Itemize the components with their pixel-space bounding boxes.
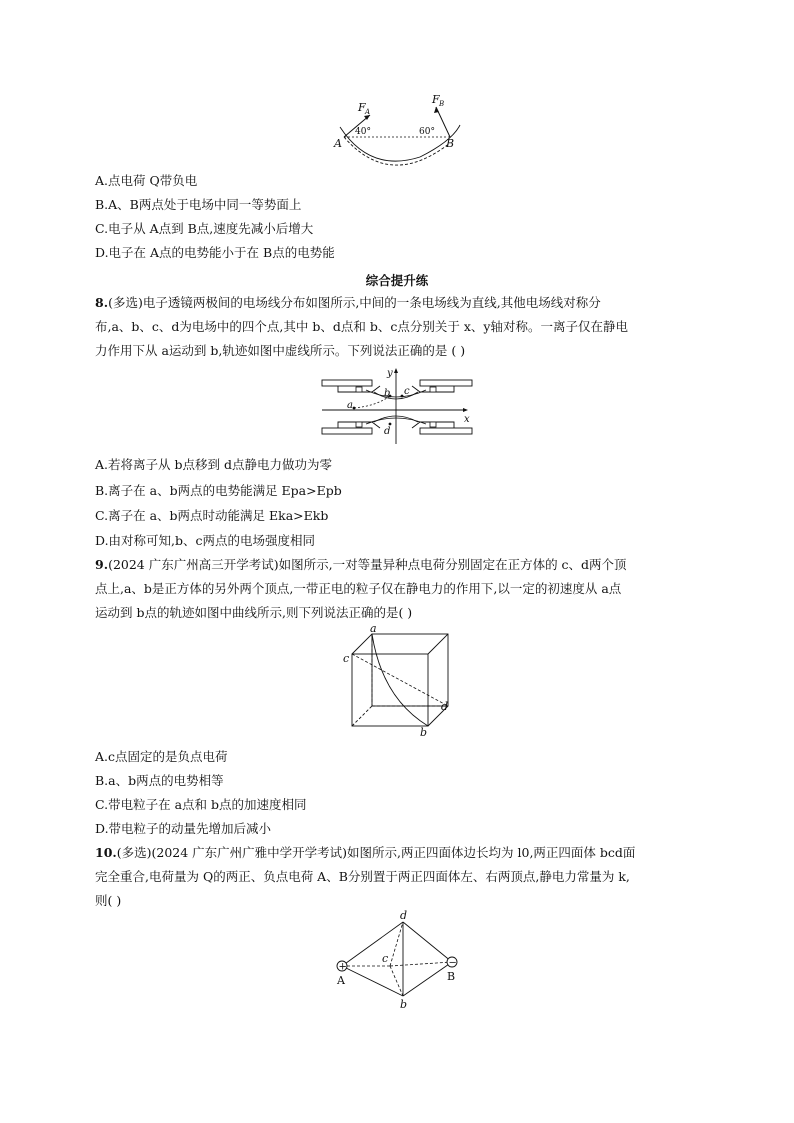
q7-label-FB-sub: B	[439, 100, 445, 108]
q10-stem-line-3: 则( )	[95, 893, 122, 908]
q10-charge-A-sign: +	[338, 961, 347, 973]
q10-stem-text-1: (多选)(2024 广东广州广雅中学开学考试)如图所示,两正四面体边长均为 l0,两正四面体 bcd面	[116, 845, 636, 860]
q7-option-c: C.电子从 A点到 B点,速度先减小后增大	[95, 221, 314, 236]
q9-figure	[340, 622, 460, 740]
q8-plate-bottom-right	[420, 428, 472, 434]
q10-edge-c-b	[390, 966, 403, 996]
q8-point-a	[353, 407, 356, 410]
q10-stem-line-1	[95, 845, 635, 861]
q7-option-d: D.电子在 A点的电势能小于在 B点的电势能	[95, 245, 335, 260]
q8-electrode-tl	[356, 387, 362, 392]
q8-y-axis-arrow	[394, 368, 398, 373]
q8-electrode-bl	[356, 422, 362, 427]
q9-label-a: a	[370, 622, 377, 635]
q8-label-d: d	[384, 426, 391, 437]
q9-stem-line-3: 运动到 b点的轨迹如图中曲线所示,则下列说法正确的是( )	[95, 605, 413, 620]
q9-number: 9.	[95, 557, 109, 572]
q8-point-c	[401, 395, 404, 398]
q8-x-axis-arrow	[463, 408, 468, 412]
q10-number: 10.	[95, 845, 117, 860]
q7-label-FB: F	[432, 93, 440, 106]
q8-plate-bottom-left	[322, 428, 372, 434]
q10-edge-B-b	[403, 962, 452, 996]
q9-option-b: B.a、b两点的电势相等	[95, 773, 224, 788]
q8-label-x: x	[464, 414, 470, 425]
q7-label-FA: F	[358, 101, 366, 114]
q10-label-B: B	[447, 970, 456, 983]
q7-label-A: A	[334, 137, 342, 150]
q10-edge-B-d	[403, 922, 452, 962]
q8-stem-line-3: 力作用下从 a运动到 b,轨迹如图中虚线所示。下列说法正确的是 ( )	[95, 343, 466, 358]
q9-label-d: d	[441, 700, 449, 713]
q9-label-c: c	[343, 652, 350, 665]
q9-label-b: b	[420, 726, 428, 739]
q9-stem-line-1	[95, 557, 627, 573]
q8-plate-top-left	[322, 380, 372, 386]
q9-diag-c-d	[352, 654, 448, 706]
q7-option-a: A.点电荷 Q带负电	[95, 173, 198, 188]
q9-option-c: C.带电粒子在 a点和 b点的加速度相同	[95, 797, 307, 812]
q9-edge-tl	[352, 634, 372, 654]
q8-electrode-br	[430, 422, 436, 427]
q8-stem-line-1	[95, 295, 601, 311]
q7-label-FA-sub: A	[365, 108, 371, 116]
q10-label-c: c	[382, 952, 389, 965]
q10-label-d: d	[400, 909, 408, 922]
q9-option-a: A.c点固定的是负点电荷	[95, 749, 228, 764]
q8-figure	[318, 366, 478, 446]
q10-stem-line-2: 完全重合,电荷量为 Q的两正、负点电荷 A、B分别置于两正四面体左、右两顶点,静电力常量为 k,	[95, 869, 630, 884]
q7-trajectory-upper	[340, 127, 420, 161]
q10-edge-A-d	[342, 922, 403, 966]
q8-stem-text-1: (多选)电子透镜两极间的电场线分布如图所示,中间的一条电场线为直线,其他电场线对称分	[108, 295, 601, 310]
q8-electrode-tr	[430, 387, 436, 392]
q7-label-B: B	[446, 137, 455, 150]
q8-stem-line-2: 布,a、b、c、d为电场中的四个点,其中 b、d点和 b、c点分别关于 x、y轴对称。一离子仅在静电	[95, 319, 628, 334]
q9-trajectory	[372, 634, 428, 726]
q10-charge-B-sign: −	[448, 957, 457, 969]
q10-figure	[330, 909, 470, 1011]
section-title: 综合提升练	[365, 273, 429, 288]
q8-plate-top-right	[420, 380, 472, 386]
q8-option-a: A.若将离子从 b点移到 d点静电力做功为零	[95, 457, 332, 472]
q8-label-y: y	[387, 368, 393, 379]
q10-edge-c-d	[390, 922, 403, 966]
q10-edge-c-B	[390, 962, 452, 966]
q8-option-d: D.由对称可知,b、c两点的电场强度相同	[95, 533, 316, 548]
q10-edge-A-b	[342, 966, 403, 996]
q7-option-b: B.A、B两点处于电场中同一等势面上	[95, 197, 302, 212]
q8-label-c: c	[404, 386, 410, 397]
q8-label-a: a	[347, 400, 353, 411]
q9-edge-tr	[428, 634, 448, 654]
q8-option-c: C.离子在 a、b两点时动能满足 Eka>Ekb	[95, 508, 329, 523]
q8-point-d	[389, 423, 392, 426]
q9-stem-line-2: 点上,a、b是正方体的另外两个顶点,一带正电的粒子仅在静电力的作用下,以一定的初速度从 a点	[95, 581, 622, 596]
q9-stem-text-1: (2024 广东广州高三开学考试)如图所示,一对等量异种点电荷分别固定在正方体的 c、d两个顶	[108, 557, 627, 572]
q9-option-d: D.带电粒子的动量先增加后减小	[95, 821, 272, 836]
q7-figure	[330, 95, 470, 155]
q9-edge-bl	[352, 706, 372, 726]
q7-angle-B: 60°	[419, 127, 435, 137]
q8-label-b: b	[384, 388, 391, 399]
q8-option-b: B.离子在 a、b两点的电势能满足 Epa>Epb	[95, 483, 342, 498]
q8-number: 8.	[95, 295, 109, 310]
q7-angle-A: 40°	[355, 127, 371, 137]
q10-label-A: A	[337, 974, 345, 987]
q10-label-b: b	[400, 998, 408, 1011]
